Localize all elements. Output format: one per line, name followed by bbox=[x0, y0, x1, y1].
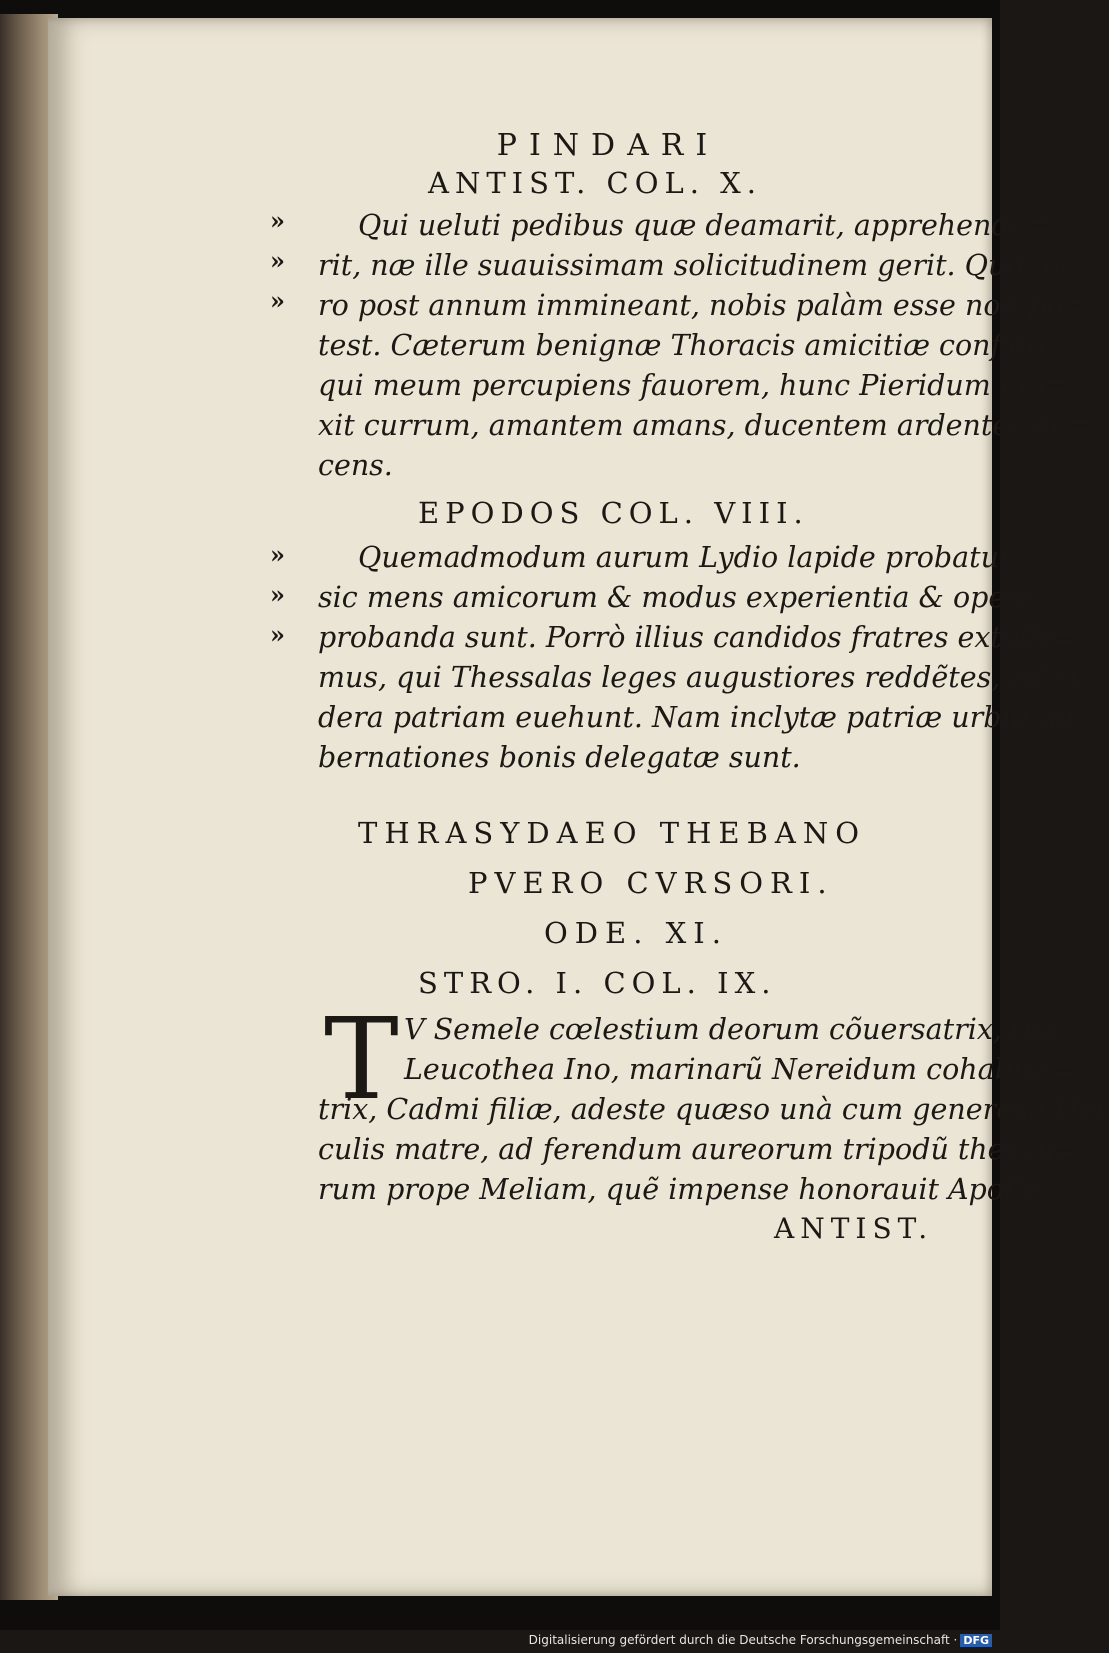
citation-marker: » bbox=[270, 206, 285, 235]
text-line: dera patriam euehunt. Nam inclytæ patriæ urbiũ gu bbox=[318, 701, 1075, 734]
text-line: qui meum percupiens fauorem, hunc Pieridum iun= bbox=[318, 369, 1070, 402]
section-heading-epodos: EPODOS COL. VIII. bbox=[418, 496, 809, 530]
text-line: V Semele cœlestium deorum cõuersatrix, tuq; bbox=[404, 1013, 1069, 1046]
text-line: test. Cæterum benignæ Thoracis amicitiæ confido, bbox=[318, 329, 1054, 362]
dfg-logo: DFG bbox=[960, 1634, 992, 1647]
digitization-credit bbox=[529, 1633, 992, 1647]
book-page bbox=[48, 18, 1109, 1596]
text-line: rit, næ ille suauissimam solicitudinem gerit. Quæ ue bbox=[318, 249, 1078, 282]
running-head: PINDARI bbox=[496, 128, 720, 163]
ode-title-line1: THRASYDAEO THEBANO bbox=[358, 816, 866, 850]
catchword: ANTIST. bbox=[774, 1212, 934, 1245]
credit-text: Digitalisierung gefördert durch die Deutsche Forschungsgemeinschaft · bbox=[528, 1633, 958, 1647]
citation-marker: » bbox=[270, 286, 285, 315]
text-line: culis matre, ad ferendum aureorum tripodũ thesau= bbox=[318, 1133, 1079, 1166]
text-line: cens. bbox=[318, 449, 393, 482]
text-line: mus, qui Thessalas leges augustiores reddẽtes, ad sy bbox=[318, 661, 1085, 694]
drop-cap: T bbox=[324, 995, 399, 1125]
citation-marker: » bbox=[270, 580, 285, 609]
text-line: sic mens amicorum & modus experientia & opere bbox=[318, 581, 1036, 614]
text-line: trix, Cadmi filiæ, adeste quæso unà cum generosa Her bbox=[318, 1093, 1109, 1126]
strophe-heading: STRO. I. COL. IX. bbox=[418, 966, 777, 1000]
citation-marker: » bbox=[270, 246, 285, 275]
text-line: Quemadmodum aurum Lydio lapide probatur, bbox=[358, 541, 1019, 574]
citation-marker: » bbox=[270, 620, 285, 649]
text-line: Leucothea Ino, marinarũ Nereidum cohabita= bbox=[404, 1053, 1075, 1086]
text-line: xit currum, amantem amans, ducentem ardenter du= bbox=[318, 409, 1093, 442]
text-line: ro post annum immineant, nobis palàm esse non po= bbox=[318, 289, 1088, 322]
ode-title-line2: PVERO CVRSORI. bbox=[468, 866, 834, 900]
section-heading-antist: ANTIST. COL. X. bbox=[428, 166, 763, 200]
text-line: rum prope Meliam, quẽ impense honorauit Apollo. bbox=[318, 1173, 1048, 1206]
text-line: bernationes bonis delegatæ sunt. bbox=[318, 741, 801, 774]
ode-number: ODE. XI. bbox=[544, 916, 728, 950]
text-line: Qui ueluti pedibus quæ deamarit, apprehende= bbox=[358, 209, 1051, 242]
citation-marker: » bbox=[270, 540, 285, 569]
text-line: probanda sunt. Porrò illius candidos fratres extolle= bbox=[318, 621, 1079, 654]
